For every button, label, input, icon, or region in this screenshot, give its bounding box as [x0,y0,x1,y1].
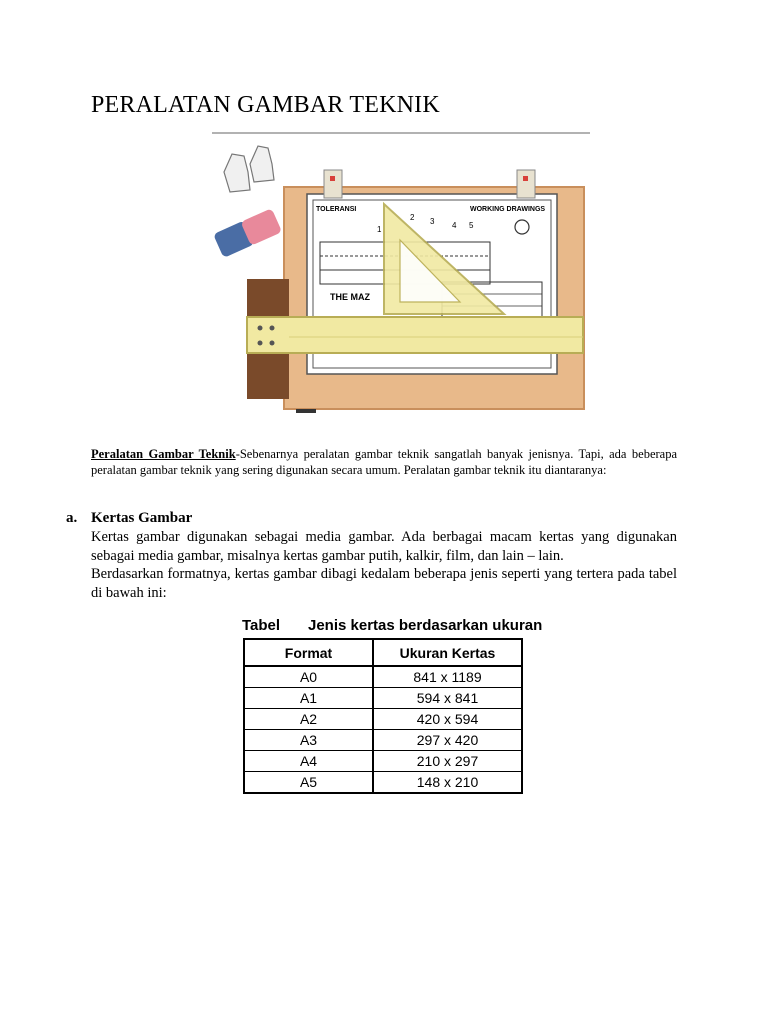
board-clamp-icon [250,146,274,182]
sheet-right-label: WORKING DRAWINGS [470,206,546,213]
sheet-left-label: TOLERANSI [316,206,357,213]
screw-icon [270,341,275,346]
intro-text: -Sebenarnya peralatan gambar teknik sangatlah banyak jenisnya. Tapi, ada beberapa peralatan gambar teknik yang sering digunakan secara umum. Peralatan gambar teknik itu diantaranya: [91,447,677,477]
table-row [244,772,522,794]
table-cell-format: A0 [244,666,373,688]
callout-number: 5 [469,221,474,230]
table-caption-title: Jenis kertas berdasarkan ukuran [308,617,543,634]
table-cell-format: A5 [244,772,373,794]
sheet-text: THE MAZ [330,292,370,302]
board-clamp-icon [224,154,250,192]
board-clip-icon [324,170,342,198]
screw-icon [258,326,263,331]
section-paragraph-1: Kertas gambar digunakan sebagai media gambar. Ada berbagai macam kertas yang digunakan sebagai media gambar, misalnya kertas gambar putih, kalkir, film, dan lain – lain. [91,529,677,564]
table-cell-format: A1 [244,688,373,709]
table-cell-size: 420 x 594 [373,709,522,730]
figure-fragment [296,409,316,413]
screw-icon [270,326,275,331]
paper-size-table [243,638,523,794]
section-paragraph-2: Berdasarkan formatnya, kertas gambar dibagi kedalam beberapa jenis seperti yang tertera pada tabel di bawah ini: [91,566,677,601]
board-clip-red-icon [523,176,528,181]
table-caption [242,617,542,634]
table-cell-size: 297 x 420 [373,730,522,751]
callout-number: 1 [377,225,382,234]
board-clip-icon [517,170,535,198]
callout-number: 2 [410,213,415,222]
table-cell-size: 148 x 210 [373,772,522,794]
eraser-icon [213,208,282,258]
table-cell-format: A3 [244,730,373,751]
callout-number: 3 [430,217,435,226]
section-marker: a. [66,510,78,526]
table-cell-format: A2 [244,709,373,730]
table-header-size: Ukuran Kertas [373,639,522,666]
table-caption-label: Tabel [242,617,281,634]
table-cell-size: 841 x 1189 [373,666,522,688]
intro-paragraph [91,446,677,478]
intro-lead-term: Peralatan Gambar Teknik [91,447,236,461]
section-body [91,528,677,602]
screw-icon [258,341,263,346]
table-cell-size: 210 x 297 [373,751,522,772]
table-row [244,751,522,772]
t-square-blade [247,317,583,353]
table-row [244,730,522,751]
table-row [244,709,522,730]
table-row [244,688,522,709]
table-header-row [244,639,522,666]
table-cell-size: 594 x 841 [373,688,522,709]
table-header-format: Format [244,639,373,666]
page-title: PERALATAN GAMBAR TEKNIK [91,92,440,118]
section-heading-text: Kertas Gambar [91,510,193,526]
board-clip-red-icon [330,176,335,181]
drawing-board-svg [212,132,590,417]
table-cell-format: A4 [244,751,373,772]
section-heading [66,510,192,527]
drawing-tools-illustration [212,132,590,417]
table-row [244,666,522,688]
callout-number: 4 [452,221,457,230]
